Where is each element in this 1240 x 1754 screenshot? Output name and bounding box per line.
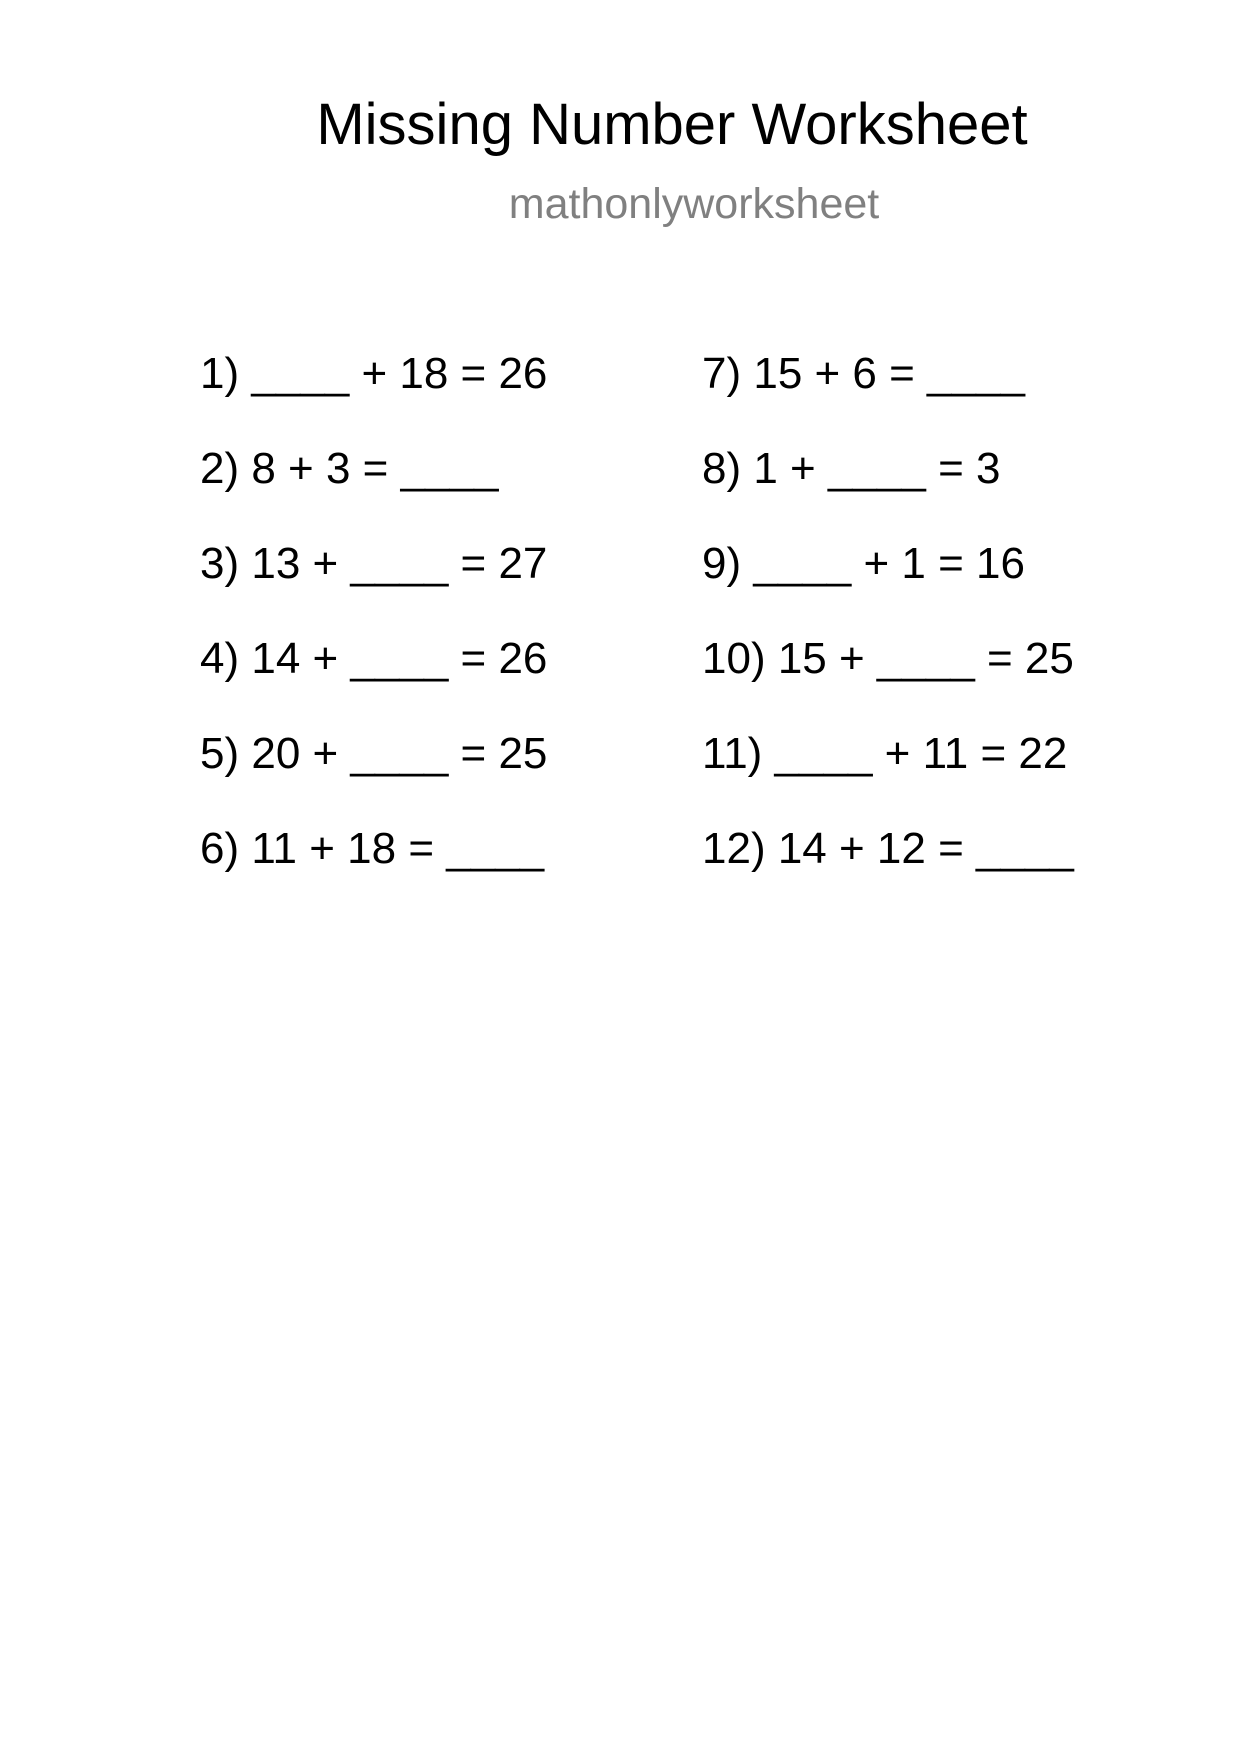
problem-item: 5) 20 + ____ = 25 <box>200 729 548 778</box>
problem-grid <box>0 349 1240 889</box>
problem-item: 6) 11 + 18 = ____ <box>200 824 545 873</box>
problem-item: 11) ____ + 11 = 22 <box>702 729 1068 778</box>
problem-item: 7) 15 + 6 = ____ <box>702 349 1025 398</box>
problem-column-right <box>702 349 1074 919</box>
problem-item: 3) 13 + ____ = 27 <box>200 539 548 588</box>
problem-item: 12) 14 + 12 = ____ <box>702 824 1074 873</box>
problem-item: 9) ____ + 1 = 16 <box>702 539 1025 588</box>
problem-item: 2) 8 + 3 = ____ <box>200 444 499 493</box>
problem-item: 8) 1 + ____ = 3 <box>702 444 1001 493</box>
problem-item: 10) 15 + ____ = 25 <box>702 634 1074 683</box>
problem-item: 4) 14 + ____ = 26 <box>200 634 548 683</box>
worksheet-subtitle: mathonlyworksheet <box>508 180 880 228</box>
worksheet-title: Missing Number Worksheet <box>316 92 1028 157</box>
problem-item: 1) ____ + 18 = 26 <box>200 349 548 398</box>
problem-column-left <box>200 349 547 919</box>
